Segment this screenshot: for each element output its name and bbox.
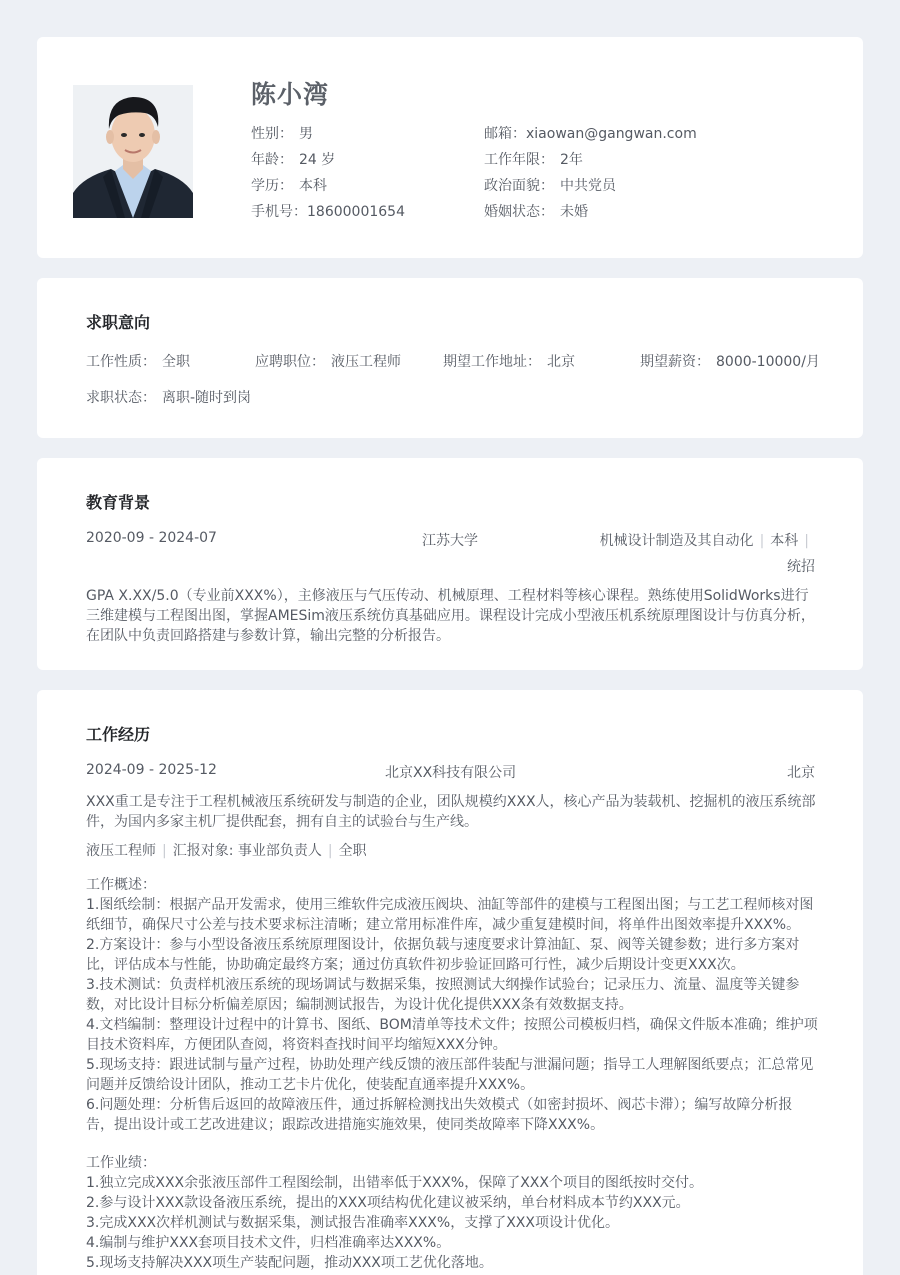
education-period: 2020-09 - 2024-07 [86,530,217,546]
intent-status: 求职状态： 离职-随时到岗 [86,390,252,406]
education-card [37,458,863,670]
intent-job-type: 工作性质： 全职 [86,354,190,370]
overview-item: 4.文档编制：整理设计过程中的计算书、图纸、BOM清单等技术文件；按照公司模板归档，确保文件版本准确；维护项目技术资料库，方便团队查阅，将资料查找时间平均缩短XXX分钟。 [86,1017,818,1053]
achievement-item: 4.编制与维护XXX套项目技术文件，归档准确率达XXX%。 [86,1235,451,1251]
achievement-item: 5.现场支持解决XXX项生产装配问题，推动XXX项工艺优化落地。 [86,1255,493,1271]
work-company: 北京XX科技有限公司 [385,765,517,781]
education-major-degree: 机械设计制造及其自动化 | 本科 | [599,533,809,549]
overview-item: 3.技术测试：负责样机液压系统的现场调试与数据采集，按照测试大纲操作试验台；记录压力、流量、温度等关键参数，对比设计目标分析偏差原因；编制测试报告，为设计优化提供XXX条有效数据支持。 [86,977,800,1013]
avatar-portrait-icon [73,85,193,218]
section-title: 教育背景 [86,493,151,512]
achievement-item: 3.完成XXX次样机测试与数据采集，测试报告准确率XXX%，支撑了XXX项设计优化。 [86,1215,619,1231]
info-education: 学历： 本科 [251,178,327,194]
achievement-label: 工作业绩： [86,1155,156,1171]
section-title: 求职意向 [86,313,151,332]
profile-card [37,37,863,258]
overview-item: 5.现场支持：跟进试制与量产过程，协助处理产线反馈的液压部件装配与泄漏问题；指导工人理解图纸要点；汇总常见问题并反馈给设计团队，推动工艺卡片优化，使装配直通率提升XXX%。 [86,1057,814,1093]
overview-label: 工作概述： [86,877,156,893]
achievement-item: 1.独立完成XXX余张液压部件工程图绘制，出错率低于XXX%，保障了XXX个项目的图纸按时交付。 [86,1175,703,1191]
work-period: 2024-09 - 2025-12 [86,762,217,778]
info-phone: 手机号：18600001654 [251,204,405,220]
info-work-years: 工作年限： 2年 [484,152,583,168]
info-email: 邮箱：xiaowan@gangwan.com [484,126,697,142]
work-report-to: 汇报对象: 事业部负责人 [172,843,322,859]
work-city: 北京 [787,765,815,781]
info-gender: 性别： 男 [251,126,313,142]
intent-location: 期望工作地址： 北京 [443,354,575,370]
education-degree: 本科 [770,533,799,549]
achievement-item: 2.参与设计XXX款设备液压系统，提出的XXX项结构优化建议被采纳，单台材料成本节约XXX元。 [86,1195,690,1211]
work-role: 液压工程师 [86,843,156,859]
info-marital-status: 婚姻状态： 未婚 [484,204,588,220]
education-school: 江苏大学 [422,533,478,549]
candidate-name: 陈小湾 [251,80,330,109]
overview-item: 1.图纸绘制：根据产品开发需求，使用三维软件完成液压阀块、油缸等部件的建模与工程图出图；与工艺工程师核对图纸细节，确保尺寸公差与技术要求标注清晰；建立常用标准件库，减少重复建模时间，将单件出图效率提升XXX%。 [86,897,814,933]
overview-item: 6.问题处理：分析售后返回的故障液压件，通过拆解检测找出失效模式（如密封损坏、阀芯卡滞）；编写故障分析报告，提出设计或工艺改进建议；跟踪改进措施实施效果，使同类故障率下降XXX%。 [86,1097,793,1133]
education-description: GPA X.XX/5.0（专业前XXX%），主修液压与气压传动、机械原理、工程材料等核心课程。熟练使用SolidWorks进行三维建模与工程图出图，掌握AMESim液压系统仿真基础应用。课程设计完成小型液压机系统原理图设计与仿真分析，在团队中负责回路搭建与参数计算，输出完整的分析报告。 [86,588,815,644]
education-major: 机械设计制造及其自动化 [599,533,754,549]
info-age: 年龄： 24 岁 [251,152,336,168]
education-type: 统招 [787,559,815,575]
info-political-status: 政治面貌： 中共党员 [484,178,616,194]
work-nature: 全职 [338,843,367,859]
work-experience-card [37,690,863,1275]
avatar [73,85,193,218]
intent-position: 应聘职位： 液压工程师 [255,354,401,370]
overview-item: 2.方案设计：参与小型设备液压系统原理图设计，依据负载与速度要求计算油缸、泵、阀等关键参数；进行多方案对比，评估成本与性能，协助确定最终方案；通过仿真软件初步验证回路可行性，减少后期设计变更XXX次。 [86,937,800,973]
work-achievements [86,1153,818,1273]
work-overview [86,875,818,1135]
work-role-line: 液压工程师 | 汇报对象: 事业部负责人 | 全职 [86,843,367,859]
job-intent-card [37,278,863,438]
intent-salary: 期望薪资： 8000-10000/月 [640,354,820,370]
company-description: XXX重工是专注于工程机械液压系统研发与制造的企业，团队规模约XXX人，核心产品为装载机、挖掘机的液压系统部件，为国内多家主机厂提供配套，拥有自主的试验台与生产线。 [86,794,816,830]
section-title: 工作经历 [86,725,151,744]
